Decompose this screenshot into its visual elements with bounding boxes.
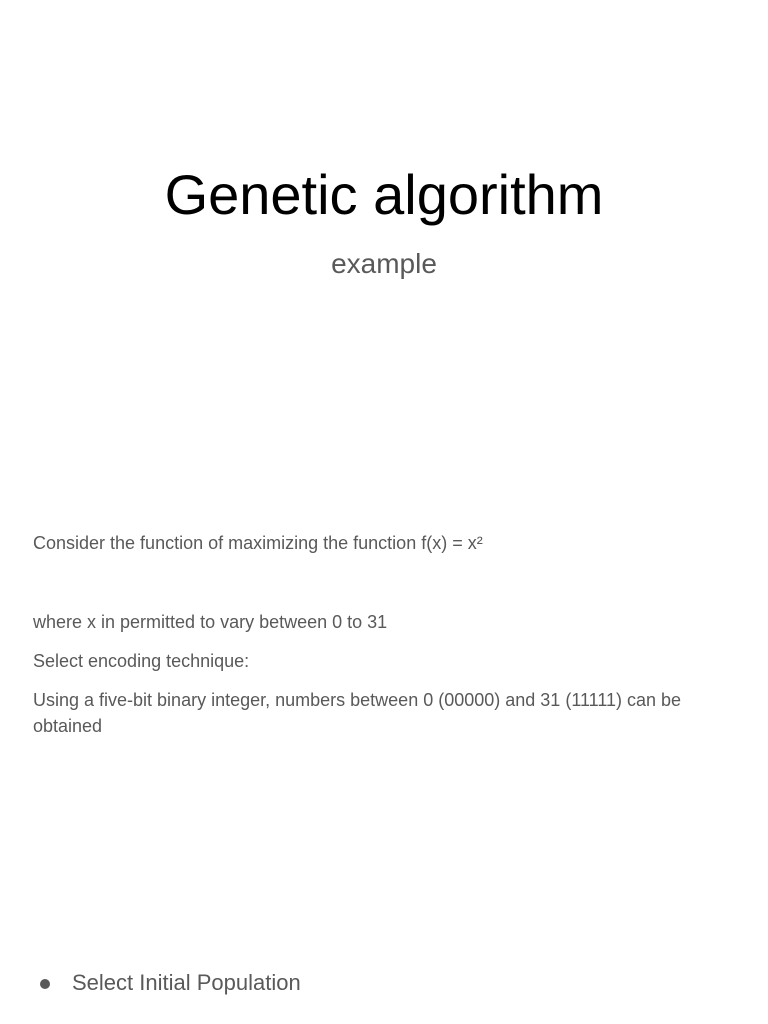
bullet-dot-icon xyxy=(40,979,50,989)
encoding-heading-paragraph: Select encoding technique: xyxy=(33,651,250,671)
bullet-item xyxy=(0,967,768,999)
slide-subtitle: example xyxy=(331,248,437,279)
slide-title: Genetic algorithm xyxy=(164,163,604,226)
variable-range-paragraph: where x in permitted to vary between 0 to 31 xyxy=(33,612,388,632)
bullet-label: Select Initial Population xyxy=(72,970,301,995)
encoding-description-paragraph: Using a five-bit binary integer, numbers between 0 (00000) and 31 (11111) can be obtained xyxy=(33,690,682,736)
bullet-list xyxy=(0,967,768,999)
problem-statement-paragraph: Consider the function of maximizing the function f(x) = x² xyxy=(33,533,483,553)
